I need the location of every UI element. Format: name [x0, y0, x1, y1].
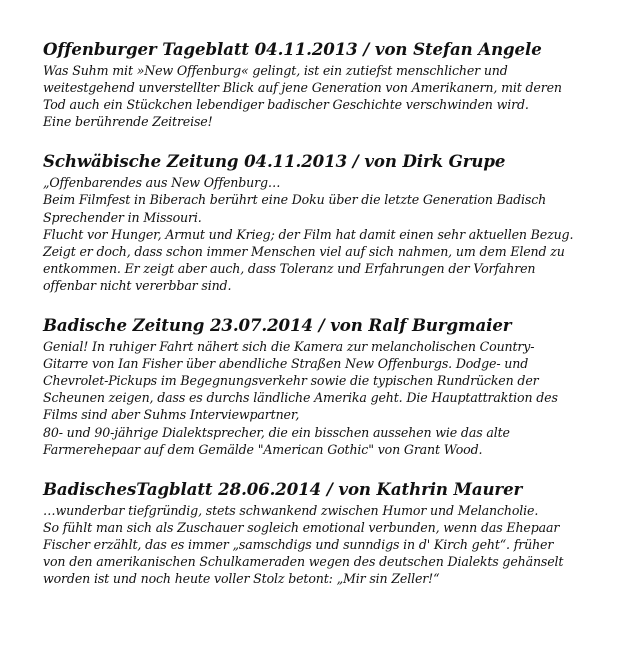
review-text-line: …wunderbar tiefgründig, stets schwankend zwischen Humor und Melancholie.: [43, 502, 539, 518]
review-text-line: Eine berührende Zeitreise!: [43, 114, 213, 130]
review-badische-zeitung: [43, 312, 628, 458]
review-text-line: 80- und 90-jährige Dialektsprecher, die ein bisschen aussehen wie das alte: [43, 424, 510, 440]
review-text-line: Tod auch ein Stückchen lebendiger badischer Geschichte verschwinden wird.: [43, 97, 529, 113]
review-text-line: „Offenbarendes aus New Offenburg…: [43, 175, 281, 191]
review-text-line: von den amerikanischen Schulkameraden wegen des deutschen Dialekts gehänselt: [43, 553, 564, 569]
review-heading: Badische Zeitung 23.07.2014 / von Ralf Burgmaier: [43, 315, 512, 336]
review-heading: BadischesTagblatt 28.06.2014 / von Kathrin Maurer: [43, 478, 523, 499]
review-text-line: Zeigt er doch, dass schon immer Menschen viel auf sich nahmen, um dem Elend zu: [43, 243, 565, 259]
review-text-line: Fischer erzählt, das es immer „samschdigs und sunndigs in d' Kirch geht“. früher: [43, 536, 554, 552]
review-text-line: weitestgehend unverstellter Blick auf jene Generation von Amerikanern, mit deren: [43, 80, 562, 96]
review-badisches-tagblatt: [43, 476, 628, 587]
review-text-line: Sprechender in Missouri.: [43, 209, 202, 225]
review-text-line: entkommen. Er zeigt aber auch, dass Toleranz und Erfahrungen der Vorfahren: [43, 260, 536, 276]
review-text-line: So fühlt man sich als Zuschauer sogleich emotional verbunden, wenn das Ehepaar: [43, 519, 560, 535]
review-text-line: Chevrolet-Pickups im Begegnungsverkehr sowie die typischen Rundrücken der: [43, 373, 539, 389]
review-text-line: offenbar nicht vererbbar sind.: [43, 277, 232, 293]
review-offenburger-tageblatt: [43, 36, 628, 130]
review-text-line: Farmerehepaar auf dem Gemälde "American Gothic" von Grant Wood.: [43, 441, 483, 457]
review-text-line: Was Suhm mit »New Offenburg« gelingt, ist ein zutiefst menschlicher und: [43, 63, 508, 78]
review-text-line: Genial! In ruhiger Fahrt nähert sich die Kamera zur melancholischen Country-: [43, 339, 535, 355]
review-heading: Schwäbische Zeitung 04.11.2013 / von Dirk Grupe: [43, 151, 506, 172]
review-text-line: Flucht vor Hunger, Armut und Krieg; der Film hat damit einen sehr aktuellen Bezug.: [43, 226, 574, 242]
review-text-line: Beim Filmfest in Biberach berührt eine Doku über die letzte Generation Badisch: [43, 192, 547, 208]
press-reviews-document: [43, 36, 628, 605]
review-text-line: Gitarre von Ian Fisher über abendliche Straßen New Offenburgs. Dodge- und: [43, 356, 529, 372]
review-heading: Offenburger Tageblatt 04.11.2013 / von Stefan Angele: [43, 39, 542, 59]
review-text-line: Films sind aber Suhms Interviewpartner,: [43, 407, 300, 423]
review-text-line: worden ist und noch heute voller Stolz betont: „Mir sin Zeller!“: [43, 571, 440, 587]
review-schwaebische-zeitung: [43, 148, 628, 294]
review-text-line: Scheunen zeigen, dass es durchs ländliche Amerika geht. Die Hauptattraktion des: [43, 390, 558, 406]
